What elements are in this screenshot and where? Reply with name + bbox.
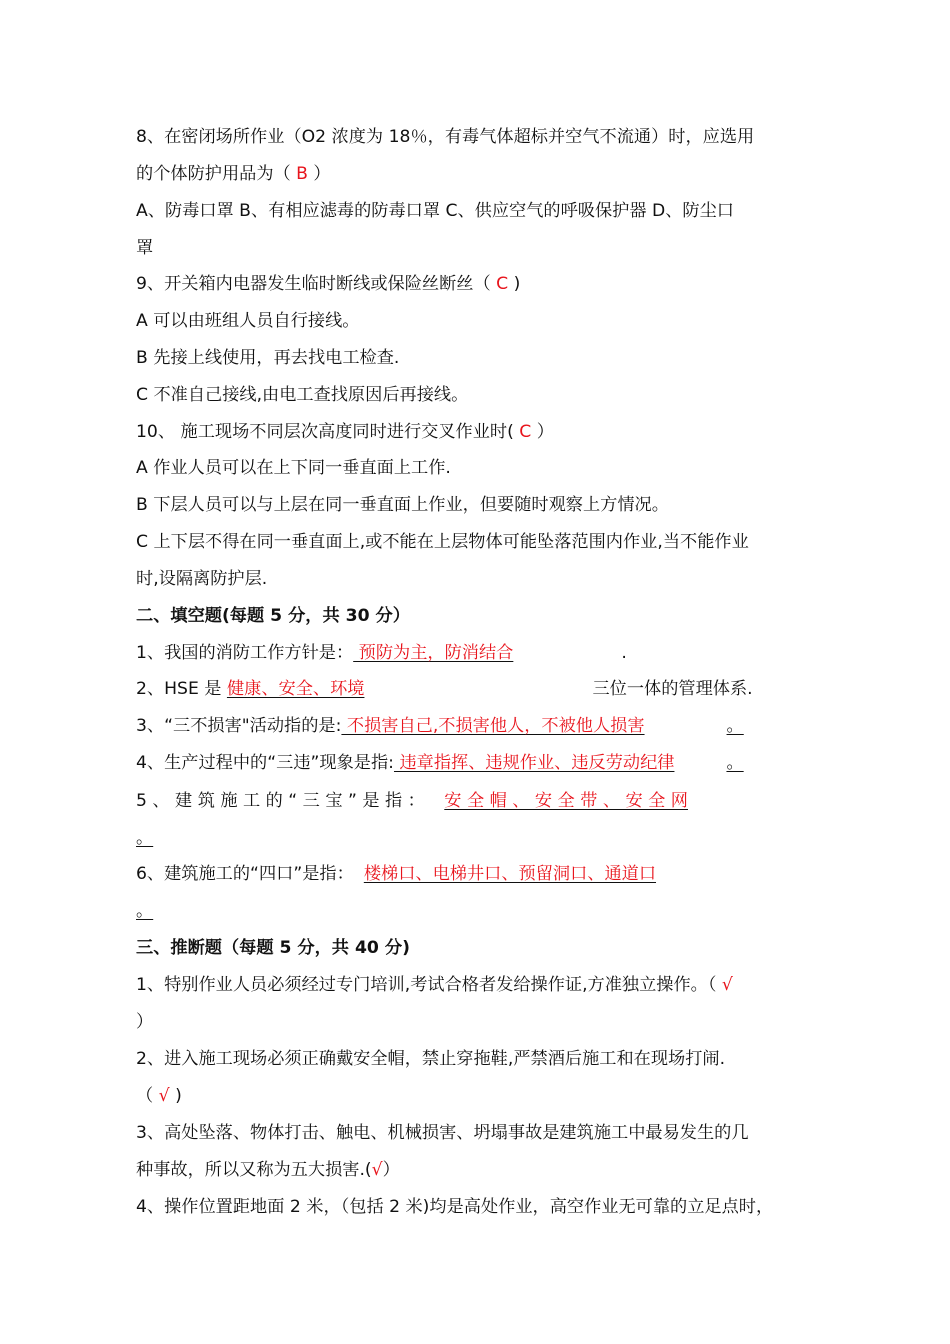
judge-1-text: 1、特别作业人员必须经过专门培训,考试合格者发给操作证,方准独立操作。（ [136,975,722,995]
q9-answer: C [496,274,509,294]
fill-4-text: 4、生产过程中的“三违”现象是指: [136,753,394,773]
fill-2 [136,675,826,703]
judge-1-answer: √ [721,975,733,995]
judge-2-open: （ [136,1086,159,1106]
fill-1-blank [353,643,621,663]
fill-3-answer: 不损害自己,不损害他人，不被他人损害 [341,716,645,736]
q8-line-2 [136,160,826,188]
judge-1-cont: ） [136,1012,154,1032]
fill-6-end: 。 [136,901,154,921]
fill-4-end: 。 [726,753,744,773]
judge-3: 3、高处坠落、物体打击、触电、机械损害、坍塌事故是建筑施工中最易发生的几 [136,1123,749,1143]
fill-6-answer: 楼梯口、电梯井口、预留洞口、通道口 [363,864,657,884]
fill-5-cont [136,824,826,852]
fill-1-text: 1、我国的消防工作方针是： [136,643,354,663]
q8-answer: B [296,164,308,184]
q8-text: 的个体防护用品为（ [136,164,297,184]
q10-text: 10、 施工现场不同层次高度同时进行交叉作业时( [136,422,514,442]
q10-option-a: A 作业人员可以在上下同一垂直面上工作. [136,458,451,478]
fill-4 [136,749,826,777]
q9-question [136,270,826,298]
judge-3-text: 种事故，所以又称为五大损害.( [136,1160,372,1180]
judge-3-answer: √ [371,1160,383,1180]
fill-5-text: 5 、 建 筑 施 工 的 “ 三 宝 ” 是 指 ： [136,791,431,811]
judge-2-answer: √ [158,1086,170,1106]
fill-5 [136,787,826,815]
q9-option-a: A 可以由班组人员自行接线。 [136,311,360,331]
q10-question [136,418,826,446]
fill-3 [136,712,826,740]
q8-close: ） [307,164,331,184]
judge-1 [136,971,826,999]
fill-1-answer: 预防为主，防消结合 [353,643,514,663]
fill-2-answer: 健康、安全、环境 [226,679,365,699]
fill-3-end: 。 [726,716,744,736]
section-2-heading: 二、填空题(每题 5 分，共 30 分） [136,606,410,626]
fill-4-answer: 违章指挥、违规作业、违反劳动纪律 [393,753,675,773]
q8-options: A、防毒口罩 B、有相应滤毒的防毒口罩 C、供应空气的呼吸保护器 D、防尘口 [136,201,734,221]
judge-2: 2、进入施工现场必须正确戴安全帽，禁止穿拖鞋,严禁酒后施工和在现场打闹. [136,1049,726,1069]
q10-option-b: B 下层人员可以与上层在同一垂直面上作业，但要随时观察上方情况。 [136,495,669,515]
fill-5-answer: 安 全 帽 、 安 全 带 、 安 全 网 [444,791,688,811]
fill-2-blank [227,679,593,699]
fill-2-end: 三位一体的管理体系. [592,679,753,699]
q8-options-cont: 罩 [136,238,154,258]
judge-4: 4、操作位置距地面 2 米，（包括 2 米)均是高处作业，高空作业无可靠的立足点时， [136,1197,774,1217]
q9-option-c: C 不准自己接线,由电工查找原因后再接线。 [136,385,469,405]
q8-line-1: 8、在密闭场所作业（O2 浓度为 18％，有毒气体超标并空气不流通）时，应选用 [136,127,755,147]
section-3-heading: 三、推断题（每题 5 分，共 40 分) [136,938,410,958]
q9-option-b: B 先接上线使用，再去找电工检查. [136,348,400,368]
q9-close: ) [508,274,521,294]
q9-text: 9、开关箱内电器发生临时断线或保险丝断丝（ [136,274,497,294]
fill-6-text: 6、建筑施工的“四口”是指： [136,864,354,884]
fill-2-text: 2、HSE 是 [136,679,227,699]
fill-5-blank [430,791,688,811]
fill-5-end: 。 [136,828,154,848]
judge-3-cont [136,1156,826,1184]
q10-option-c-cont: 时,设隔离防护层. [136,569,268,589]
fill-6-blank [354,864,656,884]
q10-answer: C [513,422,532,442]
fill-6 [136,860,826,888]
judge-2-cont [136,1082,826,1110]
fill-6-cont [136,897,826,925]
fill-4-blank [394,753,752,773]
judge-3-close: ） [382,1160,400,1180]
q10-close: ） [531,422,554,442]
fill-3-blank [341,716,755,736]
q10-option-c: C 上下层不得在同一垂直面上,或不能在上层物体可能坠落范围内作业,当不能作业 [136,532,749,552]
fill-1-end: . [621,643,627,663]
fill-1 [136,639,826,667]
judge-2-close: ) [169,1086,182,1106]
fill-3-text: 3、“三不损害"活动指的是: [136,716,342,736]
